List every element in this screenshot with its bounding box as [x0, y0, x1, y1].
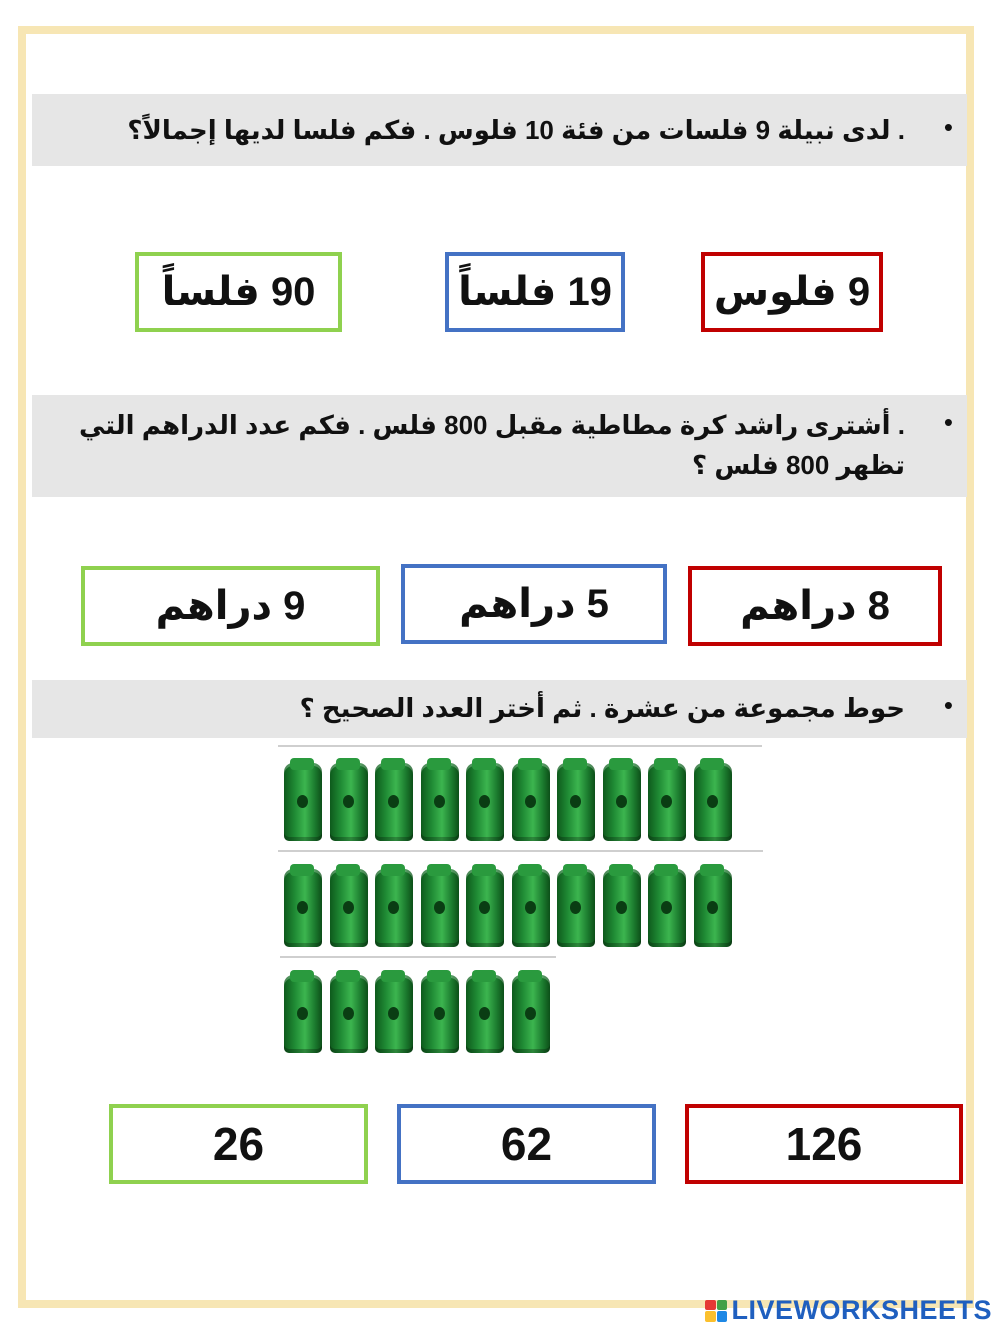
q2-option-2-label: 5 دراهم	[459, 582, 609, 626]
q2-option-3[interactable]	[81, 566, 380, 646]
liveworksheets-logo[interactable]	[705, 1295, 992, 1326]
q3-option-3[interactable]	[109, 1104, 368, 1184]
question-2-bar	[32, 395, 967, 497]
q1-option-1-label: 9 فلوس	[713, 270, 871, 314]
green-cube-block-icon[interactable]	[284, 869, 322, 947]
green-cube-block-icon[interactable]	[512, 975, 550, 1053]
green-cube-block-icon[interactable]	[512, 869, 550, 947]
block-row-3-line	[280, 956, 556, 958]
green-cube-block-icon[interactable]	[603, 763, 641, 841]
q3-option-2[interactable]	[397, 1104, 656, 1184]
question-2-line-1: . أشترى راشد كرة مطاطية مقبل 800 فلس . فكم عدد الدراهم التي	[78, 410, 905, 440]
bullet-2: •	[943, 407, 953, 437]
green-cube-block-icon[interactable]	[557, 869, 595, 947]
q2-option-1[interactable]	[688, 566, 942, 646]
q1-option-3-label: 90 فلساً	[161, 270, 316, 314]
question-3-bar	[32, 680, 967, 738]
green-cube-block-icon[interactable]	[284, 763, 322, 841]
green-cube-block-icon[interactable]	[330, 763, 368, 841]
question-1-line-1: . لدى نبيلة 9 فلسات من فئة 10 فلوس . فكم فلسا لديها إجمالاً؟	[127, 115, 905, 145]
q2-option-1-label: 8 دراهم	[740, 584, 890, 628]
question-1-text	[127, 110, 905, 150]
block-row-2-line	[278, 850, 763, 852]
green-cube-block-icon[interactable]	[466, 975, 504, 1053]
question-1-bar	[32, 94, 967, 166]
green-cube-block-icon[interactable]	[603, 869, 641, 947]
green-cube-block-icon[interactable]	[421, 763, 459, 841]
green-cube-block-icon[interactable]	[648, 869, 686, 947]
q1-option-2-label: 19 فلساً	[458, 270, 612, 314]
q3-option-3-label: 26	[212, 1118, 265, 1170]
green-cube-block-icon[interactable]	[557, 763, 595, 841]
liveworksheets-logo-mark-icon	[705, 1300, 727, 1322]
logo-text: LIVEWORKSHEETS	[731, 1295, 992, 1325]
green-cube-block-icon[interactable]	[648, 763, 686, 841]
green-cube-block-icon[interactable]	[330, 869, 368, 947]
bullet-3: •	[943, 690, 953, 720]
green-cube-block-icon[interactable]	[375, 763, 413, 841]
bullet-1: •	[943, 112, 953, 142]
green-cube-block-icon[interactable]	[466, 869, 504, 947]
q3-option-1[interactable]	[685, 1104, 963, 1184]
green-cube-block-icon[interactable]	[512, 763, 550, 841]
block-row-1-line	[278, 745, 762, 747]
green-cube-block-icon[interactable]	[375, 869, 413, 947]
q1-option-2[interactable]	[445, 252, 625, 332]
green-cube-block-icon[interactable]	[421, 869, 459, 947]
green-cube-block-icon[interactable]	[330, 975, 368, 1053]
green-cube-block-icon[interactable]	[284, 975, 322, 1053]
q3-option-1-label: 126	[785, 1118, 863, 1170]
question-2-text	[79, 405, 905, 485]
question-3-line-1: حوط مجموعة من عشرة . ثم أختر العدد الصحيح ؟	[299, 693, 905, 723]
green-cube-block-icon[interactable]	[694, 869, 732, 947]
green-cube-block-icon[interactable]	[466, 763, 504, 841]
q1-option-3[interactable]	[135, 252, 342, 332]
q2-option-3-label: 9 دراهم	[155, 584, 306, 628]
question-2-line-2: تظهر 800 فلس ؟	[692, 450, 905, 480]
question-3-text	[300, 688, 905, 728]
green-cube-block-icon[interactable]	[694, 763, 732, 841]
green-cube-block-icon[interactable]	[375, 975, 413, 1053]
q2-option-2[interactable]	[401, 564, 667, 644]
q3-option-2-label: 62	[500, 1118, 553, 1170]
q1-option-1[interactable]	[701, 252, 883, 332]
green-cube-block-icon[interactable]	[421, 975, 459, 1053]
